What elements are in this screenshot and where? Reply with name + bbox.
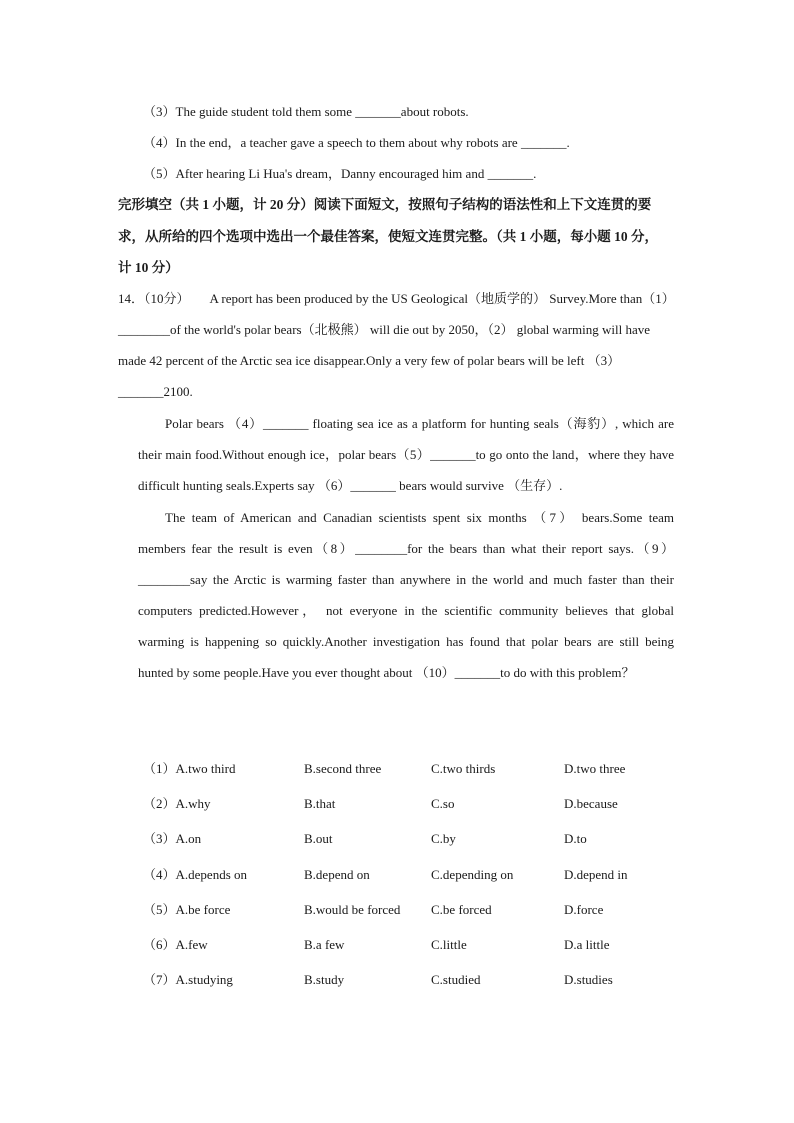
option-a: A.be force	[175, 902, 231, 917]
option-c: C.by	[431, 831, 456, 846]
question-number: 14．（10分）	[118, 291, 190, 306]
option-row-5	[143, 901, 230, 919]
option-number: （3）	[143, 831, 176, 846]
passage-paragraph-1: A report has been produced by the US Geological（地质学的） Survey.More than（1）________of the world's polar bears（北极熊） will die out by 2050，（2） global warming will have made 42 percent of the Arctic sea ice disappear.Only a very few of polar bears will be left （3）_______2100.	[118, 291, 669, 399]
option-number: （1）	[143, 761, 176, 776]
option-row-1	[143, 760, 235, 778]
option-a: A.studying	[175, 972, 233, 987]
section-header-line-1: 完形填空（共 1 小题，计 20 分）阅读下面短文，按照句子结构的语法性和上下文连贯的要	[118, 197, 652, 212]
option-c: C.little	[431, 937, 467, 952]
option-c: C.depending on	[431, 867, 514, 882]
passage-paragraph-3: The team of American and Canadian scientists spent six months （7） bears.Some team members fear the result is even（8）________for the bears than what their report says.（9）________say the Arctic is warming faster than anywhere in the world and much faster than their computers predicted.However， not everyone in the scientific community believes that global warming is happening so quickly.Another investigation has found that polar bears are still being hunted by some people.Have you ever thought about （10）_______to do with this problem？	[138, 510, 674, 680]
option-d: D.a little	[564, 937, 610, 952]
option-a: A.why	[175, 796, 211, 811]
fill-line-4: （4）In the end，a teacher gave a speech to them about why robots are _______.	[143, 135, 570, 150]
option-b: B.depend on	[304, 867, 370, 882]
option-d: D.studies	[564, 972, 613, 987]
option-number: （2）	[143, 796, 176, 811]
option-d: D.two three	[564, 761, 626, 776]
option-b: B.second three	[304, 761, 382, 776]
section-header-line-3: 计 10 分）	[118, 260, 179, 275]
option-a: A.depends on	[175, 867, 248, 882]
option-a: A.few	[175, 937, 208, 952]
option-d: D.to	[564, 831, 587, 846]
option-c: C.studied	[431, 972, 481, 987]
option-number: （6）	[143, 937, 176, 952]
option-number: （4）	[143, 867, 176, 882]
option-number: （7）	[143, 972, 176, 987]
option-b: B.out	[304, 831, 333, 846]
option-c: C.so	[431, 796, 455, 811]
option-row-6	[143, 936, 208, 954]
option-row-3	[143, 830, 201, 848]
option-a: A.on	[175, 831, 202, 846]
option-row-7	[143, 971, 233, 989]
section-header-line-2: 求，从所给的四个选项中选出一个最佳答案，使短文连贯完整。（共 1 小题，每小题 10 分，	[118, 229, 658, 244]
passage-paragraph-2: Polar bears （4）_______ floating sea ice as a platform for hunting seals（海豹）, which are their main food.Without enough ice，polar bears（5）_______to go onto the land，where they have difficult hunting seals.Experts say （6）_______ bears would survive （生存）.	[138, 416, 674, 493]
option-b: B.would be forced	[304, 902, 401, 917]
option-number: （5）	[143, 902, 176, 917]
option-b: B.study	[304, 972, 345, 987]
option-b: B.a few	[304, 937, 345, 952]
option-b: B.that	[304, 796, 336, 811]
option-row-2	[143, 795, 211, 813]
option-d: D.force	[564, 902, 604, 917]
option-c: C.two thirds	[431, 761, 496, 776]
question-14	[118, 283, 674, 407]
option-c: C.be forced	[431, 902, 492, 917]
option-a: A.two third	[175, 761, 236, 776]
option-d: D.because	[564, 796, 618, 811]
fill-line-3: （3）The guide student told them some _______about robots.	[143, 104, 469, 119]
option-row-4	[143, 866, 247, 884]
option-d: D.depend in	[564, 867, 628, 882]
fill-line-5: （5）After hearing Li Hua's dream，Danny encouraged him and _______.	[143, 166, 537, 181]
